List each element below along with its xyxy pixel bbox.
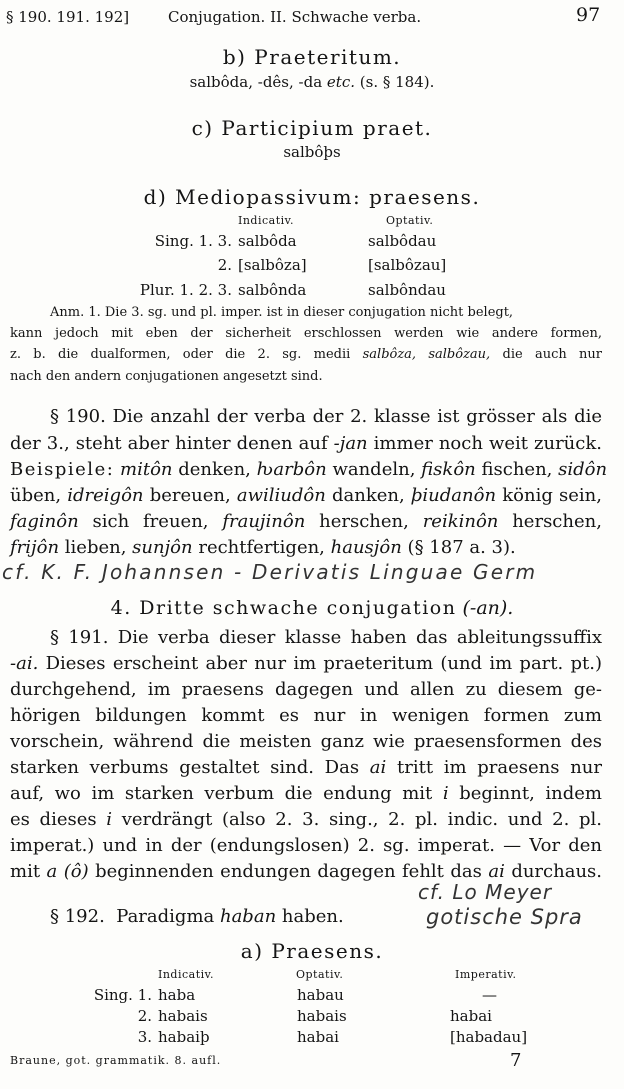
mediopassivum-row-ind: [salbôza]: [238, 256, 307, 274]
praeteritum-forms: salbôda, -dês, -da: [189, 73, 323, 91]
p190-line-3a: Beispiele:: [10, 459, 115, 480]
praesens-row-ind: haba: [158, 986, 196, 1004]
praesens-row-ind: habais: [158, 1007, 208, 1025]
praesens-row-imp: —: [482, 986, 497, 1004]
p190-line-5: [10, 511, 602, 532]
p191-line-10a: mit: [10, 861, 41, 882]
p191-line-1: § 191. Die verba dieser klasse haben das ableitungssuffix: [50, 627, 602, 648]
p190-line-6b: lieben,: [64, 537, 127, 558]
p190-line-4a: üben,: [10, 485, 62, 506]
praeteritum-forms-line: [0, 73, 624, 91]
p190-line-2b: -jan: [333, 433, 368, 454]
p191-line-6c: tritt im praesens nur: [396, 757, 602, 778]
praesens-col-indicativ: Indicativ.: [158, 968, 215, 981]
sheet-number: 7: [510, 1050, 522, 1071]
mediopassivum-row-opt: salbôndau: [368, 281, 446, 299]
section4-heading: 4. Dritte schwache conjugation: [110, 597, 457, 619]
p190-line-5c: fraujinôn: [222, 511, 306, 532]
praesens-row-opt: habau: [297, 986, 344, 1004]
p191-line-8a: es dieses: [10, 809, 97, 830]
p190-line-6c: sunjôn: [132, 537, 193, 558]
p190-line-6: [10, 537, 516, 558]
signature-line: Braune, got. grammatik. 8. aufl.: [10, 1054, 222, 1067]
p191-line-7c: beginnt, indem: [459, 783, 602, 804]
praesens-row-imp: habai: [450, 1007, 492, 1025]
p191-line-2: [10, 653, 602, 674]
page-number: 97: [576, 4, 601, 26]
p191-line-10e: durchaus.: [511, 861, 602, 882]
p192-text-c: haben.: [281, 906, 344, 927]
p191-line-7b: i: [442, 783, 449, 804]
p191-line-3: durchgehend, im praesens dagegen und allen zu diesem ge-: [10, 679, 602, 700]
mediopassivum-row-ind: salbônda: [238, 281, 307, 299]
running-header-title: Conjugation. II. Schwache verba.: [168, 8, 422, 26]
mediopassivum-col-indicativ: Indicativ.: [238, 214, 295, 227]
mediopassivum-heading: d) Mediopassivum: praesens.: [143, 185, 481, 209]
p190-line-4b: idreigôn: [67, 485, 144, 506]
p190-line-3f: fiskôn: [421, 459, 476, 480]
p192-text-b: haban: [219, 906, 277, 927]
p190-line-4c: bereuen,: [149, 485, 231, 506]
p191-line-7: [10, 783, 602, 804]
praeteritum-etc: etc.: [326, 73, 355, 91]
p191-line-2b: Dieses erscheint aber nur im praeteritum (und im part. pt.): [45, 653, 602, 674]
mediopassivum-row-opt: [salbôzau]: [368, 256, 447, 274]
p190-line-3g: fischen,: [481, 459, 553, 480]
p190-line-4e: danken,: [332, 485, 405, 506]
p191-line-2a: -ai.: [10, 653, 39, 674]
anm-line-3: [10, 347, 602, 362]
handwritten-note-meyer-1: cf. Lo Meyer: [418, 880, 553, 904]
mediopassivum-row-label: Plur. 1. 2. 3.: [139, 281, 232, 299]
mediopassivum-row-opt: salbôdau: [368, 232, 437, 250]
p191-line-10: [10, 861, 602, 882]
p190-line-6e: hausjôn: [330, 537, 402, 558]
p190-line-4: [10, 485, 602, 506]
p190-line-5d: herschen,: [319, 511, 409, 532]
p190-line-6f: (§ 187 a. 3).: [407, 537, 516, 558]
p190-line-2a: der 3., steht aber hinter denen auf: [10, 433, 328, 454]
praesens-row-opt: habais: [297, 1007, 347, 1025]
p190-line-6a: frijôn: [10, 537, 60, 558]
p191-line-6: [10, 757, 602, 778]
p191-line-10b: a (ô): [46, 861, 89, 882]
p192-text-a: Paradigma: [116, 906, 215, 927]
praesens-row-label: 3.: [137, 1028, 152, 1046]
p190-line-3c: denken,: [178, 459, 251, 480]
praesens-row-label: 2.: [137, 1007, 152, 1025]
p190-line-5e: reikinôn: [422, 511, 499, 532]
p192-line: [50, 906, 344, 927]
anm-line-3a: z. b. die dualformen, oder die 2. sg. medii: [10, 347, 351, 362]
p190-line-2: [10, 433, 602, 454]
praesens-row-label: Sing. 1.: [93, 986, 152, 1004]
handwritten-note-meyer-2: gotische Spra: [426, 905, 583, 929]
praesens-row-imp: [habadau]: [450, 1028, 528, 1046]
p190-line-3b: mitôn: [120, 459, 173, 480]
p190-line-1: § 190. Die anzahl der verba der 2. klasse ist grösser als die: [50, 406, 602, 427]
p190-line-3e: wandeln,: [332, 459, 416, 480]
praeteritum-heading: b) Praeteritum.: [222, 45, 402, 69]
praesens-row-ind: habaiþ: [158, 1028, 210, 1046]
p191-line-10d: ai: [488, 861, 505, 882]
section4-heading-line: [0, 597, 624, 619]
anm-line-2: kann jedoch mit eben der sicherheit erschlossen werden wie andere formen,: [10, 326, 602, 341]
participium-form: salbôþs: [283, 143, 341, 161]
p191-line-8: [10, 809, 602, 830]
p191-line-8c: verdrängt (also 2. 3. sing., 2. pl. indic. und 2. pl.: [121, 809, 602, 830]
p192-number: § 192.: [50, 906, 105, 927]
praesens-row-opt: habai: [297, 1028, 339, 1046]
p191-line-10c: beginnenden endungen dagegen fehlt das: [95, 861, 482, 882]
p190-line-5b: sich freuen,: [92, 511, 209, 532]
praeteritum-ref: (s. § 184).: [359, 73, 435, 91]
p191-line-4: hörigen bildungen kommt es nur in wenigen formen zum: [10, 705, 602, 726]
mediopassivum-row-ind: salbôda: [238, 232, 297, 250]
p190-line-3: [10, 459, 608, 480]
praesens-col-imperativ: Imperativ.: [455, 968, 517, 981]
anm-line-1: Anm. 1. Die 3. sg. und pl. imper. ist in dieser conjugation nicht belegt,: [50, 305, 514, 320]
mediopassivum-row-label: Sing. 1. 3.: [154, 232, 232, 250]
praesens-heading: a) Praesens.: [240, 939, 384, 963]
p190-line-4f: þiudanôn: [410, 485, 497, 506]
p190-line-3h: sidôn: [558, 459, 608, 480]
p190-line-4g: könig sein,: [502, 485, 602, 506]
anm-line-3c: die auch nur: [502, 347, 602, 362]
participium-heading: c) Participium praet.: [191, 116, 433, 140]
section4-suffix: (-an).: [462, 597, 514, 619]
p191-line-5: vorschein, während die meisten ganz wie praesensformen des: [10, 731, 602, 752]
handwritten-note-johannsen: cf. K. F. Johannsen - Derivatis Linguae Germ: [2, 560, 538, 584]
p191-line-9: imperat.) und in der (endungslosen) 2. sg. imperat. — Vor den: [10, 835, 602, 856]
p190-line-4d: awiliudôn: [236, 485, 326, 506]
mediopassivum-col-optativ: Optativ.: [386, 214, 434, 227]
p190-line-6d: rechtfertigen,: [198, 537, 325, 558]
p191-line-8b: i: [106, 809, 113, 830]
p191-line-6b: ai: [369, 757, 387, 778]
running-header-sections: § 190. 191. 192]: [6, 8, 130, 26]
mediopassivum-row-label: 2.: [217, 256, 232, 274]
praesens-col-optativ: Optativ.: [296, 968, 344, 981]
p191-line-6a: starken verbums gestaltet sind. Das: [10, 757, 360, 778]
p190-line-5a: faginôn: [10, 511, 79, 532]
anm-line-3b: salbôza, salbôzau,: [362, 347, 491, 362]
p190-line-5f: herschen,: [512, 511, 602, 532]
p190-line-2c: immer noch weit zurück.: [373, 433, 602, 454]
p190-line-3d: ƕarbôn: [256, 459, 327, 480]
p191-line-7a: auf, wo im starken verbum die endung mit: [10, 783, 433, 804]
anm-line-4: nach den andern conjugationen angesetzt sind.: [10, 369, 323, 384]
